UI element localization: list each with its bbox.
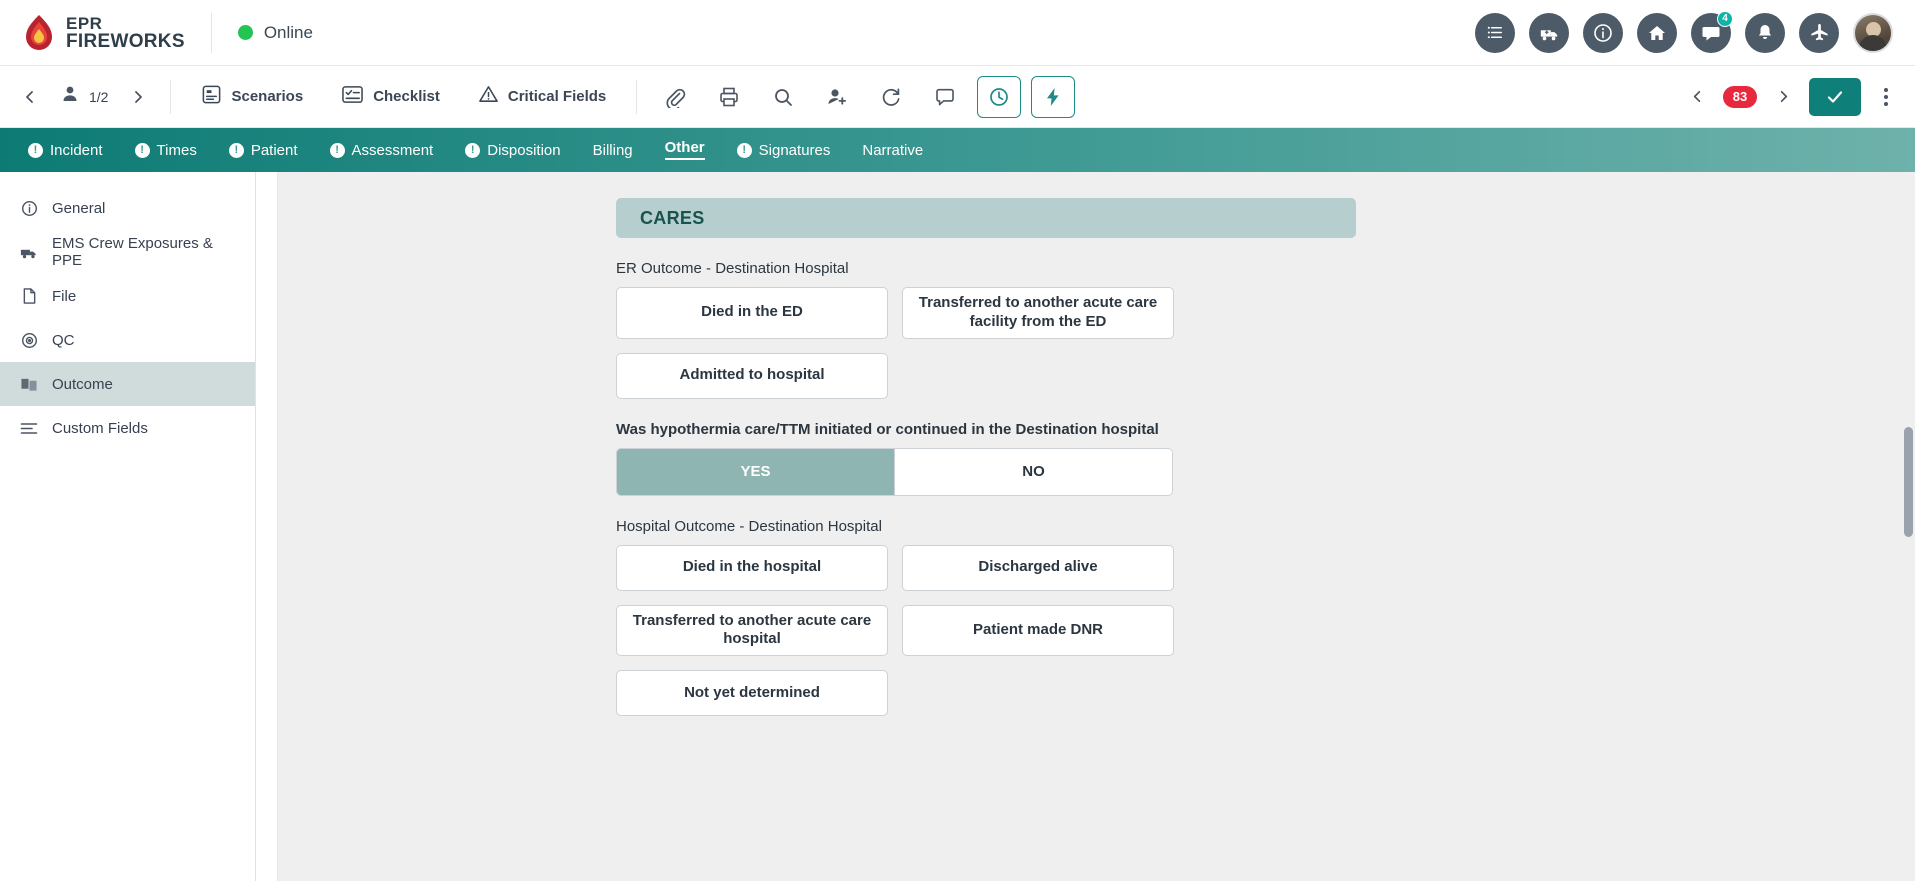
bell-icon[interactable] [1745, 13, 1785, 53]
search-icon[interactable] [761, 76, 805, 118]
warning-icon: ! [330, 143, 345, 158]
option-admitted-to-hospital[interactable]: Admitted to hospital [616, 353, 888, 399]
plane-icon[interactable] [1799, 13, 1839, 53]
sidebar-item-qc[interactable] [0, 318, 255, 362]
hypothermia-ttm-toggle [616, 448, 1173, 496]
prev-record-button[interactable] [14, 81, 46, 113]
section-title: CARES [616, 198, 1356, 238]
tab-other[interactable] [651, 128, 719, 172]
online-status-dot [238, 25, 253, 40]
sidebar-item-label: QC [52, 331, 75, 349]
next-record-button[interactable] [122, 81, 154, 113]
warning-icon: ! [135, 143, 150, 158]
critical-fields-button[interactable] [464, 77, 620, 117]
avatar[interactable] [1853, 13, 1893, 53]
tab-incident[interactable] [14, 128, 117, 172]
connection-status [238, 23, 313, 43]
tab-label: Billing [592, 141, 633, 159]
tab-disposition[interactable] [451, 128, 574, 172]
sidebar-item-label: EMS Crew Exposures & PPE [52, 235, 213, 269]
next-error-button[interactable] [1767, 81, 1799, 113]
fireworks-logo-icon [22, 14, 56, 52]
info-icon[interactable] [1583, 13, 1623, 53]
content-scrollbar[interactable] [1902, 172, 1915, 881]
sidebar-item-label: Outcome [52, 375, 113, 393]
scrollbar-thumb[interactable] [1904, 427, 1913, 537]
tab-label: Signatures [758, 141, 831, 159]
er-outcome-label: ER Outcome - Destination Hospital [616, 260, 849, 277]
chat-icon[interactable] [1691, 13, 1731, 53]
divider [211, 13, 212, 53]
record-pager [56, 84, 112, 109]
content-left-gutter [256, 172, 278, 881]
warning-icon: ! [229, 143, 244, 158]
divider [636, 80, 637, 114]
warning-icon: ! [28, 143, 43, 158]
option-transferred-acute-care-hospital[interactable]: Transferred to another acute care hospital [616, 605, 888, 657]
form-tabs [0, 128, 1915, 172]
target-icon [20, 332, 38, 349]
option-transferred-acute-care-from-ed[interactable]: Transferred to another acute care facility from the ED [902, 287, 1174, 339]
divider [170, 80, 171, 114]
file-icon [20, 287, 38, 305]
ambulance-icon[interactable] [1529, 13, 1569, 53]
clock-icon[interactable] [977, 76, 1021, 118]
bolt-icon[interactable] [1031, 76, 1075, 118]
online-status-label: Online [263, 22, 313, 42]
checklist-label: Checklist [373, 88, 440, 105]
er-outcome-options [616, 287, 1356, 399]
form-content [256, 172, 1915, 881]
ambulance-icon [20, 244, 38, 261]
app-logo[interactable] [22, 14, 185, 52]
option-patient-made-dnr[interactable]: Patient made DNR [902, 605, 1174, 657]
list-icon[interactable] [1475, 13, 1515, 53]
warning-triangle-icon [478, 84, 499, 109]
logo-line-2: FIREWORKS [66, 30, 185, 52]
printer-icon[interactable] [707, 76, 751, 118]
scenarios-label: Scenarios [231, 88, 304, 105]
prev-error-button[interactable] [1681, 81, 1713, 113]
warning-icon: ! [737, 143, 752, 158]
scenarios-icon [201, 84, 222, 109]
add-person-icon[interactable] [815, 76, 859, 118]
tab-billing[interactable] [579, 128, 647, 172]
page-indicator: 1/2 [89, 88, 109, 105]
outcome-icon [20, 376, 38, 393]
hypothermia-ttm-label: Was hypothermia care/TTM initiated or continued in the Destination hospital [616, 420, 1159, 438]
sidebar-item-label: File [52, 287, 77, 305]
sidebar-item-file[interactable] [0, 274, 255, 318]
sidebar-item-ems-crew-exposures-ppe[interactable] [0, 230, 255, 274]
tab-assessment[interactable] [316, 128, 448, 172]
hospital-outcome-label: Hospital Outcome - Destination Hospital [616, 517, 882, 535]
tab-label: Patient [250, 141, 298, 159]
more-options-button[interactable] [1871, 78, 1901, 116]
tab-signatures[interactable] [723, 128, 845, 172]
chat-badge-count: 4 [1717, 11, 1733, 27]
validate-button[interactable] [1809, 78, 1861, 116]
checklist-icon [341, 84, 364, 109]
option-yes[interactable]: YES [617, 449, 894, 495]
custom-fields-icon [20, 421, 38, 436]
tab-label: Assessment [351, 141, 434, 159]
sidebar-item-general[interactable] [0, 186, 255, 230]
info-icon [20, 200, 38, 217]
tab-label: Other [665, 140, 705, 160]
hospital-outcome-options [616, 545, 1356, 717]
option-no[interactable]: NO [894, 449, 1172, 495]
tab-label: Narrative [862, 141, 924, 159]
top-bar [0, 0, 1915, 66]
sidebar [0, 172, 256, 881]
record-toolbar [0, 66, 1915, 128]
option-died-in-the-hospital[interactable]: Died in the hospital [616, 545, 888, 591]
tab-label: Disposition [487, 141, 561, 159]
logo-line-1: EPR [66, 13, 103, 33]
scenarios-button[interactable] [187, 77, 317, 117]
comment-icon[interactable] [923, 76, 967, 118]
sidebar-item-outcome[interactable] [0, 362, 255, 406]
cares-panel [616, 198, 1356, 716]
error-count-badge[interactable]: 83 [1723, 86, 1757, 108]
warning-icon: ! [465, 143, 480, 158]
toolbar-right-actions [1681, 78, 1901, 116]
page-body [0, 172, 1915, 881]
option-died-in-the-ed[interactable]: Died in the ED [616, 287, 888, 339]
critical-fields-label: Critical Fields [507, 88, 607, 105]
sidebar-item-label: General [52, 199, 106, 217]
home-icon[interactable] [1637, 13, 1677, 53]
option-discharged-alive[interactable]: Discharged alive [902, 545, 1174, 591]
option-not-yet-determined[interactable]: Not yet determined [616, 670, 888, 716]
attachment-icon[interactable] [653, 76, 697, 118]
sidebar-item-label: Custom Fields [52, 419, 148, 437]
tab-label: Incident [50, 141, 103, 159]
tab-label: Times [156, 141, 197, 159]
person-icon [60, 84, 80, 109]
checklist-button[interactable] [327, 77, 454, 117]
sidebar-item-custom-fields[interactable] [0, 406, 255, 450]
refresh-icon[interactable] [869, 76, 913, 118]
tab-patient[interactable] [215, 128, 312, 172]
tab-narrative[interactable] [848, 128, 937, 172]
tab-times[interactable] [121, 128, 211, 172]
top-bar-actions [1475, 13, 1893, 53]
